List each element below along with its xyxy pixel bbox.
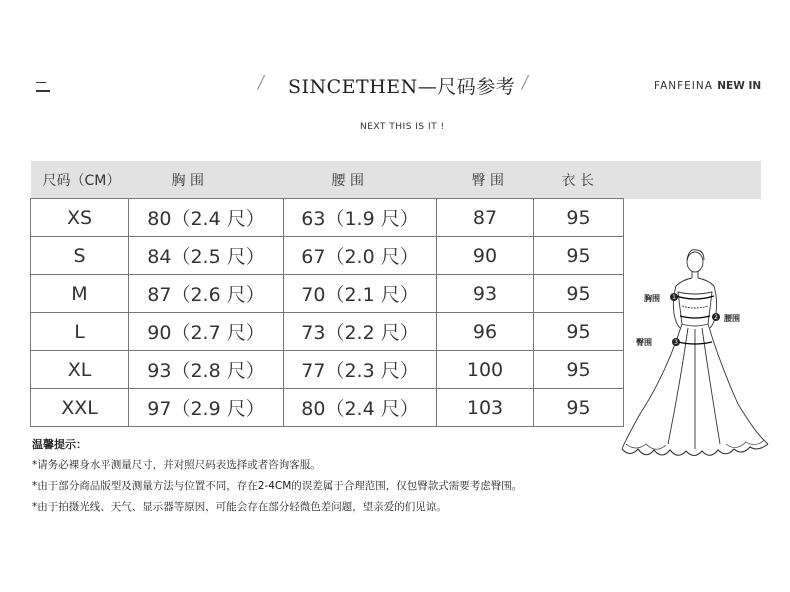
note-item: *请务必裸身水平测量尺寸，并对照尺码表选择或者咨询客服。	[32, 459, 321, 471]
waist-cell: 73（2.2 尺）	[284, 313, 437, 351]
bust-cell: 84（2.5 尺）	[129, 237, 284, 275]
length-cell: 95	[534, 199, 624, 237]
marker-2: 2	[714, 314, 718, 321]
length-cell: 95	[534, 237, 624, 275]
table-header-row	[31, 161, 761, 199]
column-header: 臀 围	[437, 161, 534, 199]
note-item: *由于拍摄光线、天气、显示器等原因，可能会存在部分轻微色差问题，望亲爱的们见谅。	[32, 501, 447, 513]
marker-3: 3	[674, 339, 678, 346]
hip-cell: 96	[437, 313, 534, 351]
size-cell: XL	[31, 351, 129, 389]
note-item: *由于部分商品版型及测量方法与位置不同，存在2-4CM的误差属于合理范围，仅包臀款式需要考虑臀围。	[32, 480, 523, 492]
waist-cell: 63（1.9 尺）	[284, 199, 437, 237]
bust-label: 胸围	[644, 294, 660, 303]
size-cell: XS	[31, 199, 129, 237]
table-row	[31, 199, 761, 237]
bust-cell: 90（2.7 尺）	[129, 313, 284, 351]
length-cell: 95	[534, 275, 624, 313]
hip-cell: 100	[437, 351, 534, 389]
page-title: SINCETHEN—尺码参考	[288, 76, 516, 98]
column-header-empty	[624, 161, 761, 199]
subtitle: NEXT THIS IS IT !	[360, 122, 445, 132]
column-header: 尺码（CM）	[31, 161, 129, 199]
brand-tag: NEW IN	[717, 80, 762, 92]
length-cell: 95	[534, 351, 624, 389]
size-cell: L	[31, 313, 129, 351]
waist-label: 腰围	[724, 314, 740, 323]
size-cell: M	[31, 275, 129, 313]
hip-cell: 90	[437, 237, 534, 275]
brand-name: FANFEINA	[654, 80, 713, 92]
waist-cell: 67（2.0 尺）	[284, 237, 437, 275]
bust-cell: 80（2.4 尺）	[129, 199, 284, 237]
column-header: 胸 围	[129, 161, 284, 199]
column-header: 衣 长	[534, 161, 624, 199]
notes-section	[32, 434, 522, 518]
hip-cell: 103	[437, 389, 534, 427]
hip-cell: 87	[437, 199, 534, 237]
size-cell: S	[31, 237, 129, 275]
hip-label: 臀围	[636, 338, 652, 347]
size-cell: XXL	[31, 389, 129, 427]
divider-slash: /	[520, 72, 530, 93]
marker-1: 1	[672, 294, 676, 301]
waist-cell: 70（2.1 尺）	[284, 275, 437, 313]
notes-title: 温馨提示：	[32, 438, 87, 451]
hip-cell: 93	[437, 275, 534, 313]
brand-label	[654, 80, 761, 92]
menu-icon	[36, 82, 50, 91]
length-cell: 95	[534, 389, 624, 427]
column-header: 腰 围	[284, 161, 437, 199]
waist-cell: 80（2.4 尺）	[284, 389, 437, 427]
bust-cell: 87（2.6 尺）	[129, 275, 284, 313]
dress-figure-icon	[616, 244, 776, 474]
divider-slash: /	[256, 72, 266, 93]
dress-illustration	[616, 244, 776, 474]
length-cell: 95	[534, 313, 624, 351]
bust-cell: 93（2.8 尺）	[129, 351, 284, 389]
bust-cell: 97（2.9 尺）	[129, 389, 284, 427]
waist-cell: 77（2.3 尺）	[284, 351, 437, 389]
